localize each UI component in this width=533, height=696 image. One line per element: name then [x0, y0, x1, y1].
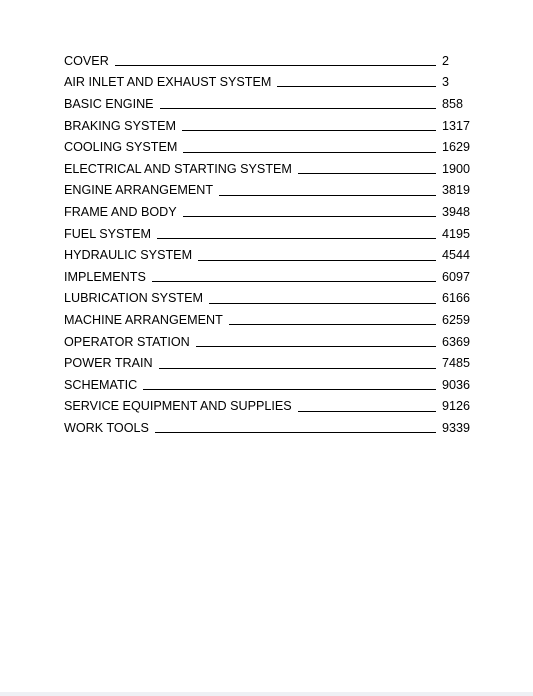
toc-entry-electrical-and-starting-system[interactable] [64, 158, 474, 180]
toc-entry-operator-station[interactable] [64, 331, 474, 353]
toc-leader-line [209, 303, 436, 304]
toc-leader-line [152, 281, 436, 282]
toc-entry-title: WORK TOOLS [64, 420, 149, 435]
toc-leader-line [183, 216, 436, 217]
toc-leader-line [277, 86, 436, 87]
toc-leader-line [160, 108, 436, 109]
toc-entry-page: 4544 [442, 248, 471, 263]
toc-leader-line [219, 195, 436, 196]
toc-entry-title: BASIC ENGINE [64, 97, 154, 112]
toc-entry-title: SCHEMATIC [64, 377, 138, 392]
toc-entry-page: 858 [442, 97, 464, 112]
toc-leader-line [183, 152, 436, 153]
toc-entry-title: LUBRICATION SYSTEM [64, 291, 204, 306]
toc-entry-hydraulic-system[interactable] [64, 245, 474, 267]
toc-entry-lubrication-system[interactable] [64, 288, 474, 310]
toc-leader-line [182, 130, 436, 131]
toc-entry-frame-and-body[interactable] [64, 202, 474, 224]
toc-entry-page: 1900 [442, 161, 471, 176]
toc-entry-title: SERVICE EQUIPMENT AND SUPPLIES [64, 399, 292, 414]
toc-entry-engine-arrangement[interactable] [64, 180, 474, 202]
toc-entry-cover[interactable] [64, 50, 474, 72]
toc-entry-page: 3948 [442, 205, 471, 220]
toc-entry-page: 4195 [442, 226, 471, 241]
toc-entry-air-inlet-and-exhaust-system[interactable] [64, 72, 474, 94]
toc-entry-title: ELECTRICAL AND STARTING SYSTEM [64, 161, 292, 176]
toc-leader-line [157, 238, 436, 239]
toc-entry-page: 6097 [442, 269, 471, 284]
page-bottom-edge [0, 692, 533, 696]
table-of-contents [64, 50, 474, 439]
toc-entry-page: 9036 [442, 377, 471, 392]
toc-entry-page: 1629 [442, 140, 471, 155]
toc-entry-cooling-system[interactable] [64, 137, 474, 159]
toc-entry-work-tools[interactable] [64, 417, 474, 439]
toc-entry-implements[interactable] [64, 266, 474, 288]
toc-leader-line [229, 324, 436, 325]
toc-entry-page: 3 [442, 75, 450, 90]
toc-entry-title: BRAKING SYSTEM [64, 118, 176, 133]
toc-entry-machine-arrangement[interactable] [64, 310, 474, 332]
toc-entry-title: MACHINE ARRANGEMENT [64, 313, 223, 328]
toc-entry-service-equipment-and-supplies[interactable] [64, 396, 474, 418]
toc-entry-page: 7485 [442, 356, 471, 371]
toc-entry-title: AIR INLET AND EXHAUST SYSTEM [64, 75, 272, 90]
toc-entry-title: OPERATOR STATION [64, 334, 190, 349]
toc-entry-page: 6166 [442, 291, 471, 306]
toc-entry-title: COOLING SYSTEM [64, 140, 178, 155]
toc-entry-fuel-system[interactable] [64, 223, 474, 245]
toc-entry-page: 9339 [442, 420, 471, 435]
toc-leader-line [196, 346, 436, 347]
toc-entry-title: HYDRAULIC SYSTEM [64, 248, 193, 263]
toc-entry-braking-system[interactable] [64, 115, 474, 137]
toc-entry-title: ENGINE ARRANGEMENT [64, 183, 214, 198]
toc-entry-page: 1317 [442, 118, 471, 133]
toc-leader-line [155, 432, 436, 433]
toc-entry-page: 6259 [442, 313, 471, 328]
toc-leader-line [298, 411, 436, 412]
toc-entry-power-train[interactable] [64, 353, 474, 375]
toc-entry-page: 9126 [442, 399, 471, 414]
toc-entry-page: 2 [442, 53, 450, 68]
toc-entry-page: 3819 [442, 183, 471, 198]
toc-entry-title: FRAME AND BODY [64, 205, 177, 220]
toc-entry-title: COVER [64, 53, 109, 68]
toc-entry-schematic[interactable] [64, 374, 474, 396]
toc-leader-line [198, 260, 436, 261]
toc-entry-title: IMPLEMENTS [64, 269, 146, 284]
toc-entry-title: FUEL SYSTEM [64, 226, 152, 241]
toc-leader-line [115, 65, 436, 66]
toc-leader-line [159, 368, 436, 369]
toc-leader-line [298, 173, 436, 174]
toc-entry-page: 6369 [442, 334, 471, 349]
toc-leader-line [143, 389, 436, 390]
toc-entry-title: POWER TRAIN [64, 356, 153, 371]
toc-entry-basic-engine[interactable] [64, 94, 474, 116]
